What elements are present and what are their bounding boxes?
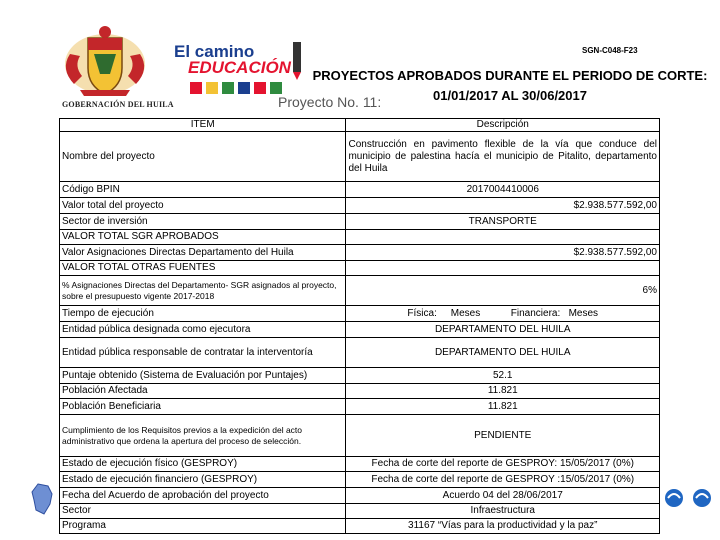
row-label: VALOR TOTAL SGR APROBADOS [60, 230, 346, 245]
row-label: Fecha del Acuerdo de aprobación del proyecto [60, 488, 346, 504]
row-value: 2017004410006 [346, 182, 660, 198]
row-value: Fecha de corte del reporte de GESPROY: 15/05/2017 (0%) [346, 457, 660, 472]
row-label: Puntaje obtenido (Sistema de Evaluación por Puntajes) [60, 368, 346, 384]
table-row [60, 488, 660, 504]
project-number: Proyecto No. 11: [278, 94, 382, 110]
table-row [60, 182, 660, 198]
row-value: 52.1 [346, 368, 660, 384]
table-row [60, 306, 660, 322]
row-value: Infraestructura [346, 504, 660, 519]
row-label: Programa [60, 519, 346, 534]
campaign-line2: EDUCACIÓN [188, 58, 291, 77]
table-row [60, 198, 660, 214]
col-header-item: ITEM [60, 119, 346, 132]
table-row [60, 399, 660, 415]
row-label: Cumplimiento de los Requisitos previos a la expedición del acto administrativo que ordena la apertura del proceso de selección. [60, 415, 346, 457]
row-label: Nombre del proyecto [60, 132, 346, 182]
title-line1: PROYECTOS APROBADOS DURANTE EL PERIODO DE CORTE: [312, 68, 708, 83]
table-row [60, 322, 660, 338]
title-line2: 01/01/2017 AL 30/06/2017 [433, 88, 587, 103]
col-header-desc: Descripción [346, 119, 660, 132]
row-label: Entidad pública responsable de contratar la interventoría [60, 338, 346, 368]
row-label: Población Afectada [60, 384, 346, 399]
table-row [60, 245, 660, 261]
table-row [60, 214, 660, 230]
row-label: Valor Asignaciones Directas Departamento del Huila [60, 245, 346, 261]
row-label: Valor total del proyecto [60, 198, 346, 214]
row-value [346, 230, 660, 245]
row-label: Sector de inversión [60, 214, 346, 230]
row-label: Código BPIN [60, 182, 346, 198]
row-label: Estado de ejecución físico (GESPROY) [60, 457, 346, 472]
row-label: VALOR TOTAL OTRAS FUENTES [60, 261, 346, 276]
table-row [60, 457, 660, 472]
row-value: $2.938.577.592,00 [346, 245, 660, 261]
document-code: SGN-C048-F23 [582, 46, 638, 55]
pencil-icon [290, 40, 304, 80]
row-label: Entidad pública designada como ejecutora [60, 322, 346, 338]
table-row [60, 132, 660, 182]
table-header-row [60, 119, 660, 132]
row-value: Fecha de corte del reporte de GESPROY :15/05/2017 (0%) [346, 472, 660, 488]
table-row [60, 384, 660, 399]
table-row [60, 261, 660, 276]
row-label: Estado de ejecución financiero (GESPROY) [60, 472, 346, 488]
row-value: PENDIENTE [346, 415, 660, 457]
row-value: Acuerdo 04 del 28/06/2017 [346, 488, 660, 504]
row-label: Población Beneficiaria [60, 399, 346, 415]
row-value: 11.821 [346, 399, 660, 415]
table-row [60, 230, 660, 245]
government-name: GOBERNACIÓN DEL HUILA [62, 100, 174, 109]
row-value [346, 261, 660, 276]
partner-logos [662, 484, 716, 514]
row-value: Construcción en pavimento flexible de la vía que conduce del municipio de palestina hacía el municipio de Pitalito, departamento del Huila [346, 132, 660, 182]
campaign-line1: El camino [174, 42, 255, 61]
table-row [60, 338, 660, 368]
row-value: DEPARTAMENTO DEL HUILA [346, 338, 660, 368]
table-row [60, 519, 660, 534]
row-value: 31167 “Vías para la productividad y la paz” [346, 519, 660, 534]
row-value: $2.938.577.592,00 [346, 198, 660, 214]
table-row [60, 472, 660, 488]
project-table [59, 118, 660, 534]
row-value: Física: Meses Financiera: Meses [346, 306, 660, 322]
row-label: Tiempo de ejecución [60, 306, 346, 322]
row-value: 6% [346, 276, 660, 306]
row-value: DEPARTAMENTO DEL HUILA [346, 322, 660, 338]
row-label: Sector [60, 504, 346, 519]
row-value: 11.821 [346, 384, 660, 399]
table-row [60, 368, 660, 384]
table-row [60, 276, 660, 306]
coat-of-arms-icon [60, 24, 150, 98]
table-row [60, 504, 660, 519]
row-label: % Asignaciones Directas del Departamento- SGR asignados al proyecto, sobre el presupuesto vigente 2017-2018 [60, 276, 346, 306]
campaign-icons-strip [188, 80, 288, 96]
row-value: TRANSPORTE [346, 214, 660, 230]
table-row [60, 415, 660, 457]
huila-map-icon [30, 482, 56, 516]
